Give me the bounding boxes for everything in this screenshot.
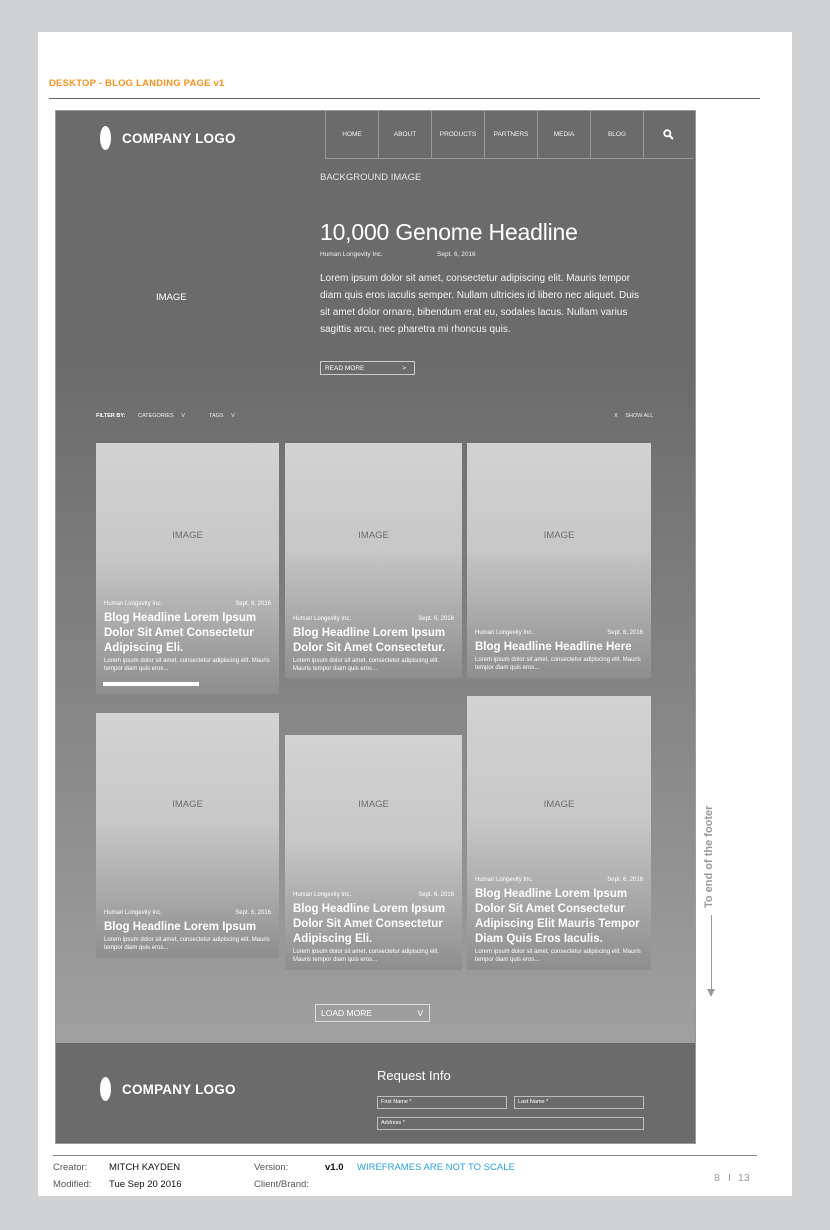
blog-card[interactable]: [285, 735, 462, 970]
card-headline[interactable]: Blog Headline Lorem Ipsum Dolor Sit Amet Consectetur Adipiscing Eli.: [104, 612, 257, 654]
card-author: Human Longevity Inc.: [104, 910, 163, 916]
card-image-placeholder: IMAGE: [172, 799, 203, 810]
blog-card[interactable]: [96, 443, 279, 694]
card-author: Human Longevity Inc.: [475, 630, 534, 636]
creator-label: Creator:: [53, 1162, 88, 1173]
scale-note: WIREFRAMES ARE NOT TO SCALE: [357, 1162, 515, 1173]
chevron-down-icon: V: [231, 413, 235, 419]
arrow-down-icon: [707, 989, 715, 997]
read-more-button[interactable]: [320, 361, 415, 375]
client-label: Client/Brand:: [254, 1179, 309, 1190]
read-more-label: READ MORE: [325, 364, 365, 372]
version-value: v1.0: [325, 1162, 344, 1173]
chevron-down-icon: V: [417, 1008, 423, 1018]
card-excerpt: Lorem ipsum dolor sit amet, consectetur adipiscing elit. Mauris tempor diam quis eros...: [293, 949, 440, 963]
site-frame: [55, 110, 696, 1144]
card-content: [104, 601, 271, 673]
card-excerpt: Lorem ipsum dolor sit amet, consectetur adipiscing elit. Mauris tempor diam quis eros...: [475, 949, 641, 963]
card-content: [475, 630, 643, 672]
load-more-button[interactable]: [315, 1004, 430, 1022]
card-image-placeholder: IMAGE: [358, 799, 389, 810]
blog-card[interactable]: [467, 443, 651, 678]
hero-body: Lorem ipsum dolor sit amet, consectetur adipiscing elit. Mauris tempor diam quis eros iaculis semper. Nullam ultricies id libero nec aliquet. Duis sit amet dolor ornare, bibendum erat eu, sodales lacus. Nullam varius sagittis arcu, nec pharetra mi rhoncus quis.: [320, 273, 640, 335]
search-button[interactable]: [643, 111, 693, 159]
hero-author: Human Longevity Inc.: [320, 251, 383, 258]
card-author: Human Longevity Inc.: [104, 601, 163, 607]
footer-annotation: To end of the footer: [703, 805, 715, 908]
card-content: [475, 877, 643, 964]
card-image-placeholder: IMAGE: [358, 530, 389, 541]
version-label: Version:: [254, 1162, 289, 1173]
main-nav: [325, 111, 693, 159]
card-excerpt: Lorem ipsum dolor sit amet, consectetur adipiscing elit. Mauris tempor diam quis eros...: [104, 658, 270, 672]
blog-card[interactable]: [285, 443, 462, 678]
background-image-label: BACKGROUND IMAGE: [320, 172, 422, 183]
card-content: [293, 892, 454, 964]
card-excerpt: Lorem ipsum dolor sit amet, consectetur adipiscing elit. Mauris tempor diam quis eros...: [475, 657, 641, 671]
nav-media[interactable]: MEDIA: [537, 111, 590, 159]
nav-blog[interactable]: BLOG: [590, 111, 643, 159]
card-headline[interactable]: Blog Headline Headline Here: [475, 641, 632, 653]
card-headline[interactable]: Blog Headline Lorem Ipsum Dolor Sit Amet Consectetur Adipiscing Elit Mauris Tempor Diam Quis Eros Iaculis.: [475, 888, 640, 945]
last-name-field[interactable]: Last Name *: [514, 1096, 644, 1109]
sheet-divider: [49, 98, 760, 99]
modified-value: Tue Sep 20 2016: [109, 1179, 182, 1190]
card-headline[interactable]: Blog Headline Lorem Ipsum Dolor Sit Amet Consectetur Adipiscing Eli.: [293, 903, 446, 945]
page-number: 8: [714, 1172, 720, 1184]
card-date: Sept. 6, 2016: [235, 601, 271, 607]
search-icon: [663, 129, 674, 140]
site-footer: [56, 1043, 695, 1144]
categories-dropdown[interactable]: [138, 413, 185, 419]
card-author: Human Longevity Inc.: [293, 616, 352, 622]
close-icon: X: [614, 413, 618, 419]
card-date: Sept. 6, 2016: [418, 892, 454, 898]
blog-card[interactable]: [467, 696, 651, 970]
load-more-label: LOAD MORE: [321, 1008, 373, 1018]
header-logo[interactable]: [100, 126, 236, 150]
card-date: Sept. 6, 2016: [607, 630, 643, 636]
card-date: Sept. 6, 2016: [418, 616, 454, 622]
card-image-placeholder: IMAGE: [172, 530, 203, 541]
card-content: [104, 910, 271, 952]
page-separator: I: [728, 1172, 731, 1184]
show-all-label: SHOW ALL: [625, 413, 654, 419]
chevron-down-icon: V: [181, 413, 185, 419]
first-name-field[interactable]: First Name *: [377, 1096, 507, 1109]
card-date: Sept. 6, 2016: [607, 877, 643, 883]
card-image-placeholder: IMAGE: [543, 530, 575, 541]
card-headline[interactable]: Blog Headline Lorem Ipsum Dolor Sit Amet Consectetur.: [293, 627, 446, 654]
card-content: [293, 616, 454, 673]
nav-home[interactable]: HOME: [325, 111, 378, 159]
creator-value: MITCH KAYDEN: [109, 1162, 181, 1173]
page-total: 13: [738, 1172, 750, 1184]
filter-label: FILTER BY:: [96, 413, 126, 419]
nav-partners[interactable]: PARTNERS: [484, 111, 537, 159]
hero-image-placeholder: IMAGE: [156, 292, 187, 303]
sheet-title: DESKTOP - BLOG LANDING PAGE v1: [49, 78, 225, 89]
request-info-title: Request Info: [377, 1068, 451, 1083]
logo-icon: [100, 1077, 111, 1101]
address-field[interactable]: Address *: [377, 1117, 644, 1130]
footer-divider: [53, 1155, 757, 1156]
hero-headline[interactable]: 10,000 Genome Headline: [320, 219, 578, 245]
show-all-button[interactable]: [614, 413, 653, 419]
footer-logo[interactable]: [100, 1077, 236, 1101]
header-logo-text: COMPANY LOGO: [122, 130, 236, 146]
footer-logo-text: COMPANY LOGO: [122, 1081, 236, 1097]
annotation-line: [711, 915, 712, 992]
card-progress-bar: [103, 682, 199, 686]
chevron-right-icon: >: [402, 364, 406, 372]
tags-dropdown[interactable]: [209, 413, 235, 419]
hero-date: Sept. 6, 2016: [437, 251, 476, 258]
card-date: Sept. 6, 2016: [235, 910, 271, 916]
logo-icon: [100, 126, 111, 150]
tags-label: TAGS: [209, 413, 224, 419]
card-excerpt: Lorem ipsum dolor sit amet, consectetur adipiscing elit. Mauris tempor diam quis eros...: [293, 658, 440, 672]
card-author: Human Longevity Inc.: [293, 892, 352, 898]
modified-label: Modified:: [53, 1179, 92, 1190]
card-image-placeholder: IMAGE: [543, 799, 575, 810]
nav-about[interactable]: ABOUT: [378, 111, 431, 159]
categories-label: CATEGORIES: [138, 413, 174, 419]
card-author: Human Longevity Inc.: [475, 877, 534, 883]
card-headline[interactable]: Blog Headline Lorem Ipsum: [104, 921, 257, 933]
card-excerpt: Lorem ipsum dolor sit amet, consectetur adipiscing elit. Mauris tempor diam quis eros...: [104, 937, 270, 951]
blog-card[interactable]: [96, 713, 279, 958]
nav-products[interactable]: PRODUCTS: [431, 111, 484, 159]
